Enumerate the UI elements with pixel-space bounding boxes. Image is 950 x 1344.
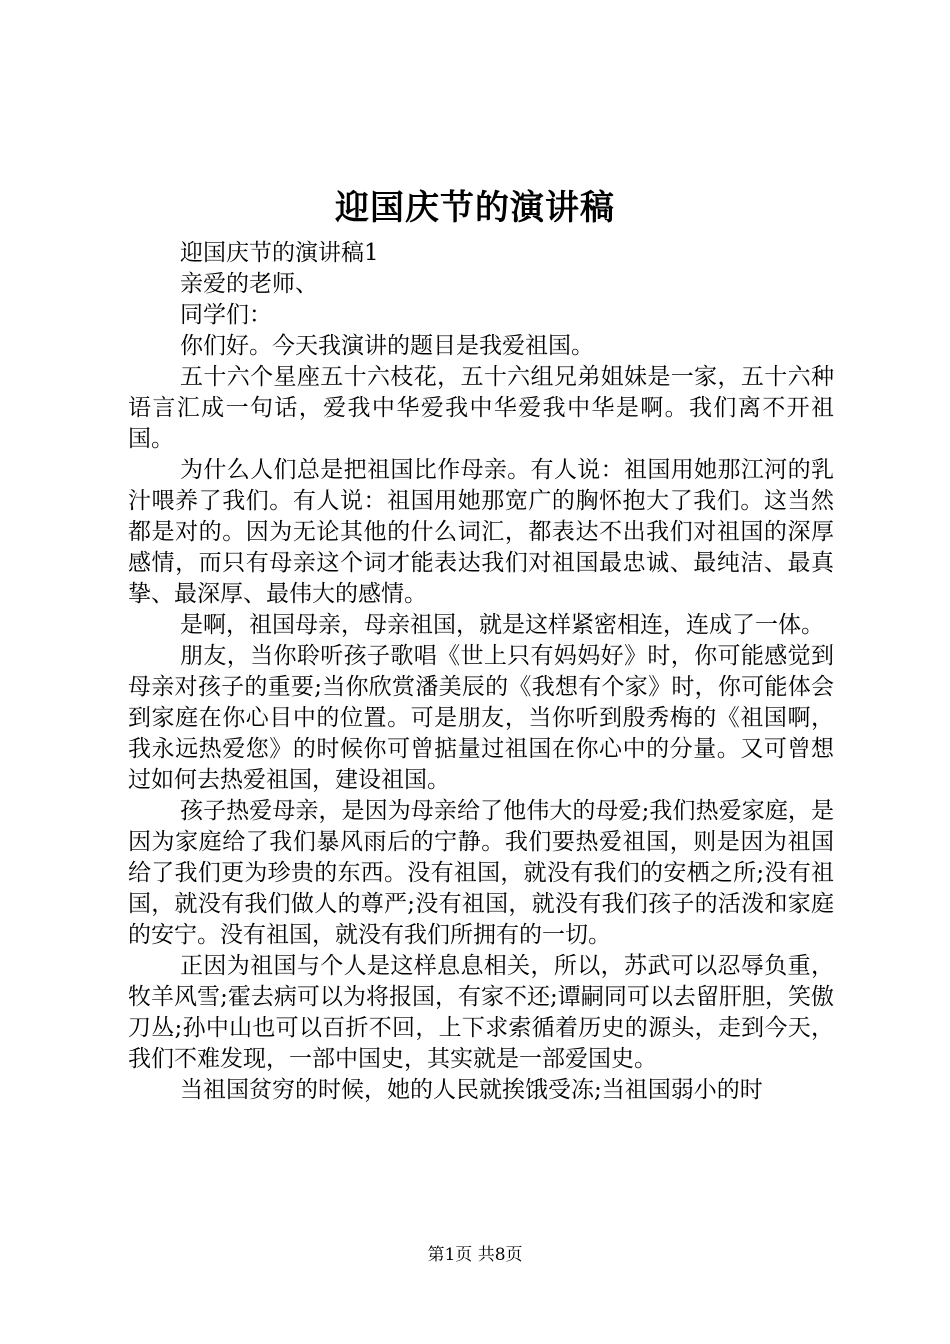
paragraph-salutation-2: 同学们： xyxy=(180,302,272,328)
document-body xyxy=(128,238,834,1106)
paragraph-greeting: 你们好。今天我演讲的题目是我爱祖国。 xyxy=(180,333,594,359)
paragraph: 朋友，当你聆听孩子歌唱《世上只有妈妈好》时，你可能感觉到母亲对孩子的重要;当你欣赏潘美辰的《我想有个家》时，你可能体会到家庭在你心目中的位置。可是朋友，当你听到殷秀梅的《祖国啊，我永远热爱您》的时候你可曾掂量过祖国在你心中的分量。又可曾想过如何去热爱祖国，建设祖国。 xyxy=(128,643,834,793)
document-title: 迎国庆节的演讲稿 xyxy=(335,188,615,228)
page-number-footer: 第1页 共8页 xyxy=(427,1245,523,1265)
paragraph: 孩子热爱母亲，是因为母亲给了他伟大的母爱;我们热爱家庭，是因为家庭给了我们暴风雨后的宁静。我们要热爱祖国，则是因为祖国给了我们更为珍贵的东西。没有祖国，就没有我们的安栖之所;没有祖国，就没有我们做人的尊严;没有祖国，就没有我们孩子的活泼和家庭的安宁。没有祖国，就没有我们所拥有的一切。 xyxy=(128,798,834,948)
paragraph-heading: 迎国庆节的演讲稿1 xyxy=(180,240,379,266)
paragraph-salutation-1: 亲爱的老师、 xyxy=(180,271,318,297)
paragraph: 是啊，祖国母亲，母亲祖国，就是这样紧密相连，连成了一体。 xyxy=(180,612,824,638)
paragraph: 五十六个星座五十六枝花，五十六组兄弟姐妹是一家，五十六种语言汇成一句话，爱我中华爱我中华爱我中华是啊。我们离不开祖国。 xyxy=(128,364,834,452)
paragraph: 正因为祖国与个人是这样息息相关，所以，苏武可以忍辱负重，牧羊风雪;霍去病可以为将报国，有家不还;谭嗣同可以去留肝胆，笑傲刀丛;孙中山也可以百折不回，上下求索循着历史的源头，走到今天，我们不难发现，一部中国史，其实就是一部爱国史。 xyxy=(128,953,834,1072)
paragraph: 为什么人们总是把祖国比作母亲。有人说：祖国用她那江河的乳汁喂养了我们。有人说：祖国用她那宽广的胸怀抱大了我们。这当然都是对的。因为无论其他的什么词汇，都表达不出我们对祖国的深厚感情，而只有母亲这个词才能表达我们对祖国最忠诚、最纯洁、最真挚、最深厚、最伟大的感情。 xyxy=(128,457,834,607)
paragraph: 当祖国贫穷的时候，她的人民就挨饿受冻;当祖国弱小的时 xyxy=(180,1077,763,1103)
